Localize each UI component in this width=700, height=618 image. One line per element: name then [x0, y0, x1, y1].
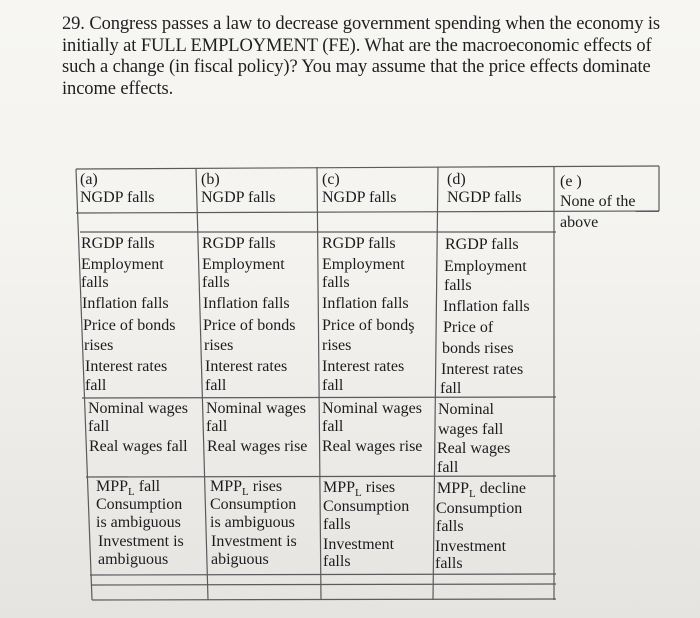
cell-a-real-wages: Real wages fall	[89, 438, 188, 455]
cell-d-employment: Employment	[444, 258, 527, 275]
cell-a-employment: Employment	[81, 256, 164, 273]
cell-a-bonds: Price of bonds	[83, 317, 176, 334]
cell-a-employment: falls	[81, 274, 109, 291]
cell-d-rgdp: RGDP falls	[445, 236, 519, 253]
cell-c-investment: Investment	[323, 536, 395, 553]
cell-b-employment: Employment	[202, 256, 285, 273]
cell-b-real-wages: Real wages rise	[207, 438, 308, 455]
cell-d-nominal-wages: wages fall	[438, 421, 504, 438]
cell-c-bonds: rises	[322, 337, 352, 354]
cell-d-employment: falls	[444, 277, 472, 294]
cell-b-consumption: is ambiguous	[210, 514, 295, 531]
cell-b-nominal-wages: Nominal wages	[206, 400, 306, 417]
question-line: initially at FULL EMPLOYMENT (FE). What are the macroeconomic effects of	[62, 35, 652, 56]
cell-b-interest: Interest rates	[205, 358, 288, 375]
cell-c-employment: falls	[322, 274, 350, 291]
header-e-label: (e )	[560, 173, 582, 190]
cell-c-nominal-wages: fall	[322, 418, 344, 435]
cell-c-nominal-wages: Nominal wages	[322, 400, 422, 417]
cell-a-bonds: rises	[84, 337, 114, 354]
cell-b-nominal-wages: fall	[206, 418, 228, 435]
cell-c-investment: falls	[323, 553, 351, 570]
header-a-text: NGDP falls	[80, 189, 155, 206]
question-line: 29. Congress passes a law to decrease government spending when the economy is	[62, 14, 661, 34]
question-line: income effects.	[62, 78, 174, 99]
header-d-text: NGDP falls	[447, 189, 522, 206]
cell-a-nominal-wages: Nominal wages	[88, 400, 188, 417]
cell-a-consumption: Consumption	[96, 496, 183, 513]
cell-b-rgdp: RGDP falls	[202, 235, 276, 252]
cell-d-investment: Investment	[435, 538, 507, 555]
cell-a-consumption: is ambiguous	[96, 514, 181, 531]
cell-d-interest: Interest rates	[441, 361, 524, 378]
cell-b-investment: Investment is	[211, 533, 297, 550]
cell-d-nominal-wages: Nominal	[438, 401, 494, 418]
header-e-text: above	[560, 214, 599, 231]
header-e-text: None of the	[560, 193, 636, 210]
header-c-text: NGDP falls	[322, 189, 397, 206]
cell-d-inflation: Inflation falls	[443, 298, 530, 315]
cell-c-rgdp: RGDP falls	[322, 235, 396, 252]
cell-c-real-wages: Real wages rise	[322, 438, 423, 455]
cell-b-consumption: Consumption	[210, 496, 297, 513]
header-d-label: (d)	[447, 171, 466, 188]
cell-a-investment: ambiguous	[98, 551, 169, 568]
cell-d-bonds: bonds rises	[442, 340, 514, 357]
cell-c-inflation: Inflation falls	[322, 295, 409, 312]
header-a-label: (a)	[80, 171, 98, 188]
cell-a-inflation: Inflation falls	[82, 295, 169, 312]
cell-c-consumption: Consumption	[323, 498, 410, 515]
cell-d-interest: fall	[440, 380, 462, 397]
cell-c-bonds: Price of bondş	[322, 317, 415, 334]
cell-b-mppl: $MPP_L$ rises	[210, 478, 283, 499]
header-c-label: (c)	[322, 171, 340, 188]
cell-c-interest: Interest rates	[322, 358, 405, 375]
cell-a-investment: Investment is	[98, 533, 184, 550]
cell-b-interest: fall	[205, 377, 227, 394]
cell-c-consumption: falls	[323, 516, 351, 533]
cell-d-real-wages: fall	[437, 459, 459, 476]
cell-d-investment: falls	[435, 555, 463, 572]
cell-a-rgdp: RGDP falls	[81, 235, 155, 252]
cell-a-interest: fall	[85, 377, 107, 394]
question-line: such a change (in fiscal policy)? You may assume that the price effects dominate	[62, 57, 651, 77]
cell-b-investment: abiguous	[211, 551, 269, 568]
cell-d-real-wages: Real wages	[437, 440, 511, 457]
header-b-label: (b)	[201, 171, 220, 188]
cell-d-mppl: $MPP_L$ decline	[437, 480, 526, 501]
cell-d-consumption: Consumption	[436, 500, 523, 517]
cell-a-nominal-wages: fall	[88, 418, 110, 435]
cell-a-interest: Interest rates	[85, 358, 168, 375]
cell-c-employment: Employment	[322, 256, 405, 273]
cell-a-mppl: $MPP_L$ fall	[96, 478, 161, 499]
header-b-text: NGDP falls	[201, 189, 276, 206]
cell-b-bonds: rises	[204, 337, 234, 354]
cell-c-interest: fall	[322, 377, 344, 394]
cell-d-bonds: Price of	[443, 319, 494, 336]
cell-d-consumption: falls	[436, 518, 464, 535]
cell-c-mppl: $MPP_L$ rises	[323, 479, 396, 500]
cell-b-inflation: Inflation falls	[203, 295, 290, 312]
cell-b-employment: falls	[202, 274, 230, 291]
cell-b-bonds: Price of bonds	[203, 317, 296, 334]
